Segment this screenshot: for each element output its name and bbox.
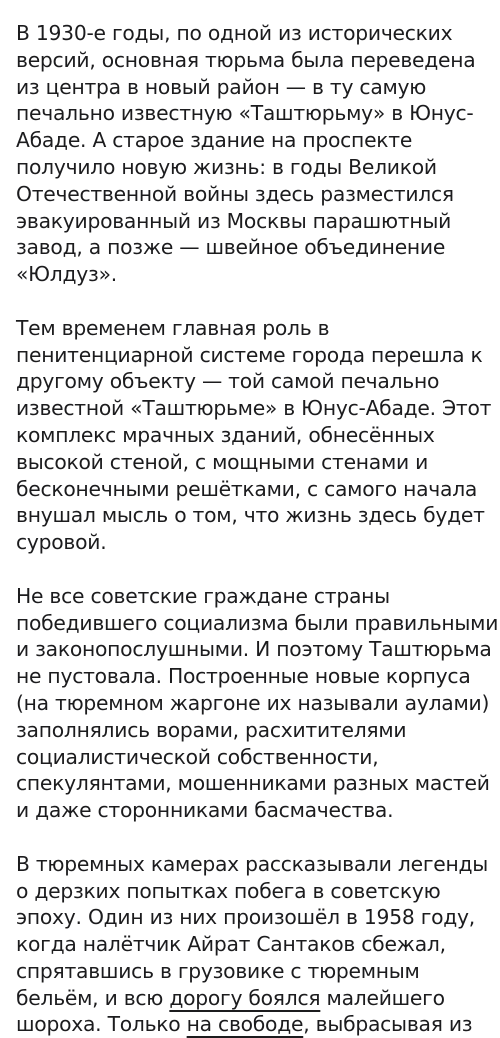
text-line: социалистической собственности, (16, 744, 379, 769)
text-line: когда налётчик Айрат Сантаков сбежал, (16, 932, 446, 957)
text-line: получило новую жизнь: в годы Великой (16, 154, 437, 179)
paragraph-3 (16, 583, 499, 824)
text-line: спрятавшись в грузовике с тюремным (16, 958, 420, 983)
text-line: (на тюремном жаргоне их называли аулами) (16, 690, 490, 715)
text-line: В тюремных камерах рассказывали легенды (16, 851, 488, 876)
article-body (16, 20, 499, 1038)
text-line: известной «Таштюрьме» в Юнус-Абаде. Этот (16, 396, 492, 421)
paragraph-gap (16, 824, 496, 851)
paragraph-gap (16, 556, 496, 583)
text-line: внушал мысль о том, что жизнь здесь будет (16, 503, 485, 528)
paragraph-4 (16, 851, 496, 1038)
text-line: эпоху. Один из них произошёл в 1958 году, (16, 905, 475, 930)
text-line: победившего социализма были правильными (16, 610, 499, 635)
text-line: версий, основная тюрьма была переведена (16, 47, 476, 72)
text-line: и даже сторонниками басмачества. (16, 798, 394, 823)
text-line: бесконечными решётками, с самого начала (16, 476, 478, 501)
text-line: В 1930-е годы, по одной из исторических (16, 21, 453, 45)
text-line: не пустовала. Построенные новые корпуса (16, 664, 471, 689)
paragraph-gap (16, 288, 496, 315)
paragraph-1 (16, 20, 496, 288)
text-line (16, 1011, 496, 1038)
text-line: спекулянтами, мошенниками разных мастей (16, 771, 490, 796)
text-segment: шороха. Только (16, 1012, 187, 1037)
underlined-text: дорогу боялся (169, 985, 321, 1010)
text-line: другому объекту — той самой печально (16, 369, 440, 394)
text-line: из центра в новый район — в ту самую (16, 74, 427, 99)
text-line: комплекс мрачных зданий, обнесённых (16, 422, 435, 447)
text-segment: , выбрасывая из (303, 1012, 473, 1037)
text-line: «Юлдуз». (16, 262, 117, 287)
text-line: заполнялись ворами, расхитителями (16, 717, 407, 742)
paragraph-2 (16, 315, 496, 556)
text-line: Тем временем главная роль в (16, 315, 330, 340)
text-line: эвакуированный из Москвы парашютный (16, 208, 452, 233)
text-line: высокой стеной, с мощными стенами и (16, 449, 429, 474)
text-line: завод, а позже — швейное объединение (16, 235, 446, 260)
text-line: и законопослушными. И поэтому Таштюрьма (16, 637, 492, 662)
text-segment: бельём, и всю (16, 985, 170, 1010)
text-segment: малейшего (320, 985, 445, 1010)
underlined-text: на свободе (186, 1012, 304, 1037)
text-line (16, 985, 496, 1012)
text-line: Не все советские граждане страны (16, 583, 390, 608)
text-line: Абаде. А старое здание на проспекте (16, 128, 413, 153)
text-line: пенитенциарной системе города перешла к (16, 342, 483, 367)
text-line: суровой. (16, 530, 107, 555)
text-line: о дерзких попытках побега в советскую (16, 878, 441, 903)
text-line: Отечественной войны здесь разместился (16, 181, 454, 206)
text-line: печально известную «Таштюрьму» в Юнус- (16, 101, 474, 126)
